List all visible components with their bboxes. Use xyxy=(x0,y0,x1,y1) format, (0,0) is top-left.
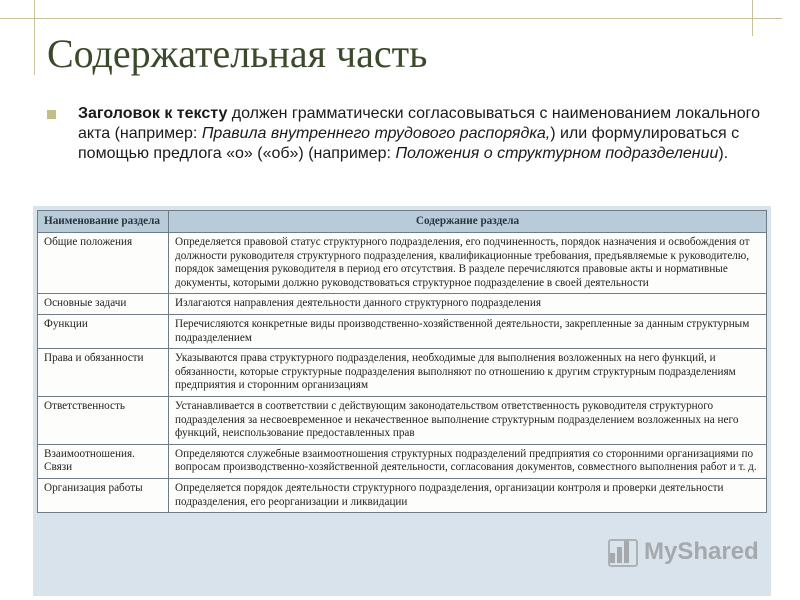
row-name: Основные задачи xyxy=(38,294,169,315)
watermark-text: MyShared xyxy=(644,538,759,565)
row-content: Определяется правовой статус структурного подразделения, его подчиненность, порядок назначения и освобождения от должности руководителя структурного подразделения, квалификационные требования, предъявляемые к руководителю, порядок замещения руководителя в период его отсутствия. В разделе перечисляются правовые акты и нормативные документы, которыми должно руководствоваться структурное подразделение в своей деятельности xyxy=(169,233,767,294)
decorative-line-right xyxy=(752,0,753,36)
bullet-text-part: должен грамматически согласовываться с наименованием локального акта (например: xyxy=(78,105,761,142)
bullet-example-italic: Положения о структурном подразделении xyxy=(395,145,719,162)
table-row xyxy=(38,444,767,478)
bullet-text-part: ) или формулироваться с помощью предлога «о» («об») (например: xyxy=(78,125,740,162)
row-content: Перечисляются конкретные виды производственно-хозяйственной деятельности, закрепленные за данным структурным подразделением xyxy=(169,314,767,348)
slide-title: Содержательная часть xyxy=(47,31,428,76)
table-row xyxy=(38,314,767,348)
row-content: Устанавливается в соответствии с действующим законодательством ответственность руководителя структурного подразделения за несвоевременное и некачественное выполнение структурным подразделением возложенных на него функций, неиспользование предоставленных прав xyxy=(169,396,767,444)
row-content: Излагаются направления деятельности данного структурного подразделения xyxy=(169,294,767,315)
table-row xyxy=(38,349,767,397)
table-header-row xyxy=(38,211,767,233)
sections-table xyxy=(37,210,767,513)
row-name: Общие положения xyxy=(38,233,169,294)
row-name: Ответственность xyxy=(38,396,169,444)
row-name: Организация работы xyxy=(38,478,169,512)
bullet-text-part: ). xyxy=(718,145,729,162)
table-row xyxy=(38,478,767,512)
row-content: Определяются служебные взаимоотношения структурных подразделений предприятия со сторонними организациями по вопросам производственно-хозяйственной деятельности, согласования документов, совместного выполнения работ и т. д. xyxy=(169,444,767,478)
bullet-bold-term: Заголовок к тексту xyxy=(78,105,228,122)
row-content: Определяется порядок деятельности структурного подразделения, организации контроля и проверки деятельности подразделения, его реорганизации и ликвидации xyxy=(169,478,767,512)
table-row xyxy=(38,233,767,294)
row-content: Указываются права структурного подразделения, необходимые для выполнения возложенных на него функций, и обязанности, которые структурные подразделения выполняют по отношению к другим структурным подразделениям предприятия и сторонним организациям xyxy=(169,349,767,397)
table-row xyxy=(38,396,767,444)
header-section-content: Содержание раздела xyxy=(169,211,767,233)
row-name: Функции xyxy=(38,314,169,348)
decorative-line-left xyxy=(34,0,35,75)
table-row xyxy=(38,294,767,315)
bullet-example-italic: Правила внутреннего трудового распорядка, xyxy=(201,125,551,142)
row-name: Взаимоотношения. Связи xyxy=(38,444,169,478)
square-bullet-icon xyxy=(47,110,56,119)
row-name: Права и обязанности xyxy=(38,349,169,397)
header-section-name: Наименование раздела xyxy=(38,211,169,233)
watermark xyxy=(610,538,759,566)
decorative-line-top xyxy=(0,18,782,19)
bar-chart-icon xyxy=(610,539,640,565)
bullet-text xyxy=(78,104,767,164)
bullet-point xyxy=(47,104,767,164)
